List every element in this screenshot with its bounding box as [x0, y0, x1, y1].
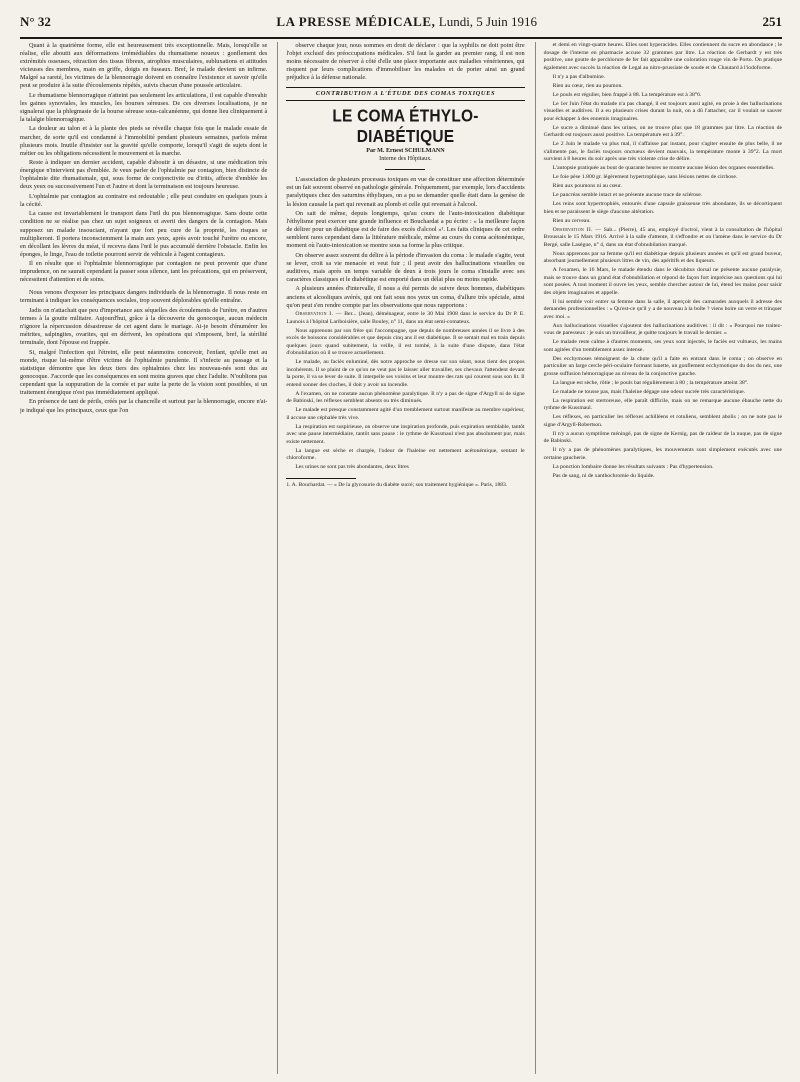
- paragraph: Rien au cœur, rien au poumon.: [552, 82, 623, 89]
- page-number: 251: [762, 14, 782, 29]
- column-left: [20, 42, 267, 1074]
- paragraph: Rien au cerveau.: [552, 217, 591, 224]
- paragraph: Les réflexes, en particulier les réflexes achilléens et rotuliens, semblent abolis ; on ne note pas le signe d'Argyll-Robertson.: [543, 414, 782, 428]
- section-heading: CONTRIBUTION A L'ÉTUDE DES COMAS TOXIQUES: [315, 90, 496, 98]
- paragraph: Nous venons d'exposer les principaux dangers individuels de la blennorragie. Il nous reste en terminant à indiquer les conséquences sociales, trop souvent déplorables qu'elle entraîne.: [20, 289, 268, 305]
- issue-date: Lundi, 5 Juin 1916: [438, 14, 537, 29]
- paragraph: Il en résulte que si l'ophtalmie blennorragique par contagion ne peut provenir que d'une imprudence, on ne saurait cependant la passer sous silence, tant les précautions, qui en préservent, nécessitent d'attention et de soins.: [20, 260, 268, 284]
- paragraph: On sait de même, depuis longtemps, qu'au cours de l'auto-intoxication diabétique l'éthylisme peut exercer une grande influence et Bouchardat a pu écrire : « la meilleure façon de délirer pour un diabétique est de faire des excès d'alcool »¹. Les faits cliniques de cet ordre semblent rares cependant dans la littérature médicale, même au cours du coma acétonémique, moment où l'auto-intoxication se montre sous sa forme la plus critique.: [286, 210, 525, 250]
- paragraph: La cause est invariablement le transport dans l'œil du pus blennorragique. Sans doute cette condition ne se réalise pas chez un sujet soigneux et averti des dangers de la contagion. Mais supposez un malade insouciant, n'ayant que fort peu cure de la propreté, les risques se multiplieront. Il portera inconsciemment la main aux yeux, après avoir touché l'urètre ou encore, en décollant les lèvres du méat, il recevra dans l'œil le pus accumulé derrière l'obstacle. Enfin les éponges, le linge, l'eau de toilette pourront servir de véhicule à l'agent contagieux.: [20, 210, 268, 258]
- paragraph: Jadis on n'attachait que peu d'importance aux séquelles des écoulements de l'urètre, en d'autres termes à la goutte militaire. Aujourd'hui, grâce à la découverte du gonocoque, aucun médecin n'ignore la répercussion désastreuse de cet agent dans le mariage. Ai-je besoin d'énumérer les métrites, salpingites, ovarites, qui en dérivent, les opérations qui s'imposent, bref, la stérilité terminale, dont l'épouse est frappée.: [20, 306, 268, 347]
- paragraph: Le 1er Juin l'état du malade n'a pas changé, il est toujours aussi agité, en proie à des hallucinations visuelles et auditives. Il a eu plusieurs crises durant la nuit, on a dû l'attacher, car il voulait se sauver pour échapper à des ennemis imaginaires.: [543, 100, 782, 122]
- paragraph: Le rhumatisme blennorragique n'atteint pas seulement les articulations, il est capable d'envahir les gaines synoviales, les muscles, les bourses séreuses. De ces diverses localisations, je ne signalerai que la phlegmasie de la bourse séreuse sous-calcanéenne, qui donne lieu cliniquement à la talalgie blennorragique.: [20, 91, 268, 123]
- paragraph: Les urines ne sont pas très abondantes, deux litres: [295, 464, 409, 471]
- issue-number: N° 32: [20, 14, 51, 29]
- paragraph: Le malade est presque constamment agité d'un tremblement surtout manifeste au membre supérieur, il accuse une céphalée très vive.: [286, 407, 525, 421]
- paragraph: Le sucre a diminué dans les urines, on ne trouve plus que 18 grammes par litre. La réaction de Gerhardt est toujours aussi positive. La température est à 39°.: [543, 124, 782, 138]
- paragraph: Reste à indiquer un dernier accident, capable d'aboutir à un désastre, si une médication très énergique n'intervient pas d'emblée. Je veux parler de l'ophtalmie par contagion, bien distincte de l'ophtalmie dite rhumatismale, qui, sous forme de conjonctivite ou d'iritis, affecte d'emblée les deux yeux ou successivement l'un et l'autre et dont la terminaison est toujours heureuse.: [20, 159, 268, 191]
- paragraph: Observation I. — Ber... (Jean), déménageur, entre le 30 Mai 1908 dans le service du Dr P. E. Launois à l'hôpital Lariboisière, salle Bouley, n° 11, dans un état semi-comateux.: [286, 311, 525, 325]
- paragraph: La ponction lombaire donne les résultats suivants : Pas d'hypertension.: [552, 463, 714, 470]
- column-middle: [277, 42, 524, 1074]
- paragraph: Des ecchymoses témoignent de la chute qu'il a faite en entrant dans le coma ; on observe en particulier un large cercle péri-oculaire formant lunette, un gonflement ecchymotique du dos du nez, une grosse suffusion hémorragique au niveau de la conjonctive gauche.: [543, 355, 782, 377]
- paragraph: Si, malgré l'infection qui l'étreint, elle peut néanmoins concevoir, l'enfant, qu'elle met au monde, risque lui-même d'être victime de l'ophtalmie purulente. Il s'infecte au passage et la statistique démontre que les deux tiers des ophtalmies chez les nouveau-nés sont dus au gonocoque. J'accorde que les conséquences en sont moins graves que chez l'adulte. N'oublions pas cependant que la suppuration de la cornée et par suite la perte de la vision sont possibles, si un traitement énergique n'est pas immédiatement appliqué.: [20, 348, 268, 396]
- paragraph: En présence de tant de périls, créés par la chancrelle et surtout par la blennorragie, encore n'ai-je indiqué que les principaux, ceux que l'on: [20, 398, 268, 414]
- column-right: [535, 42, 782, 1074]
- paragraph: Le malade ne tousse pas, mais l'haleine dégage une odeur sucrée très caractéristique.: [552, 388, 746, 395]
- masthead: [276, 14, 537, 30]
- paragraph: Il n'y a pas d'albumine.: [552, 73, 606, 80]
- paragraph: Il n'y a pas de phénomènes paralytiques, les mouvements sont simplement exécutés avec une certaine gaucherie.: [543, 447, 782, 461]
- paragraph: Le foie pèse 1.800 gr. légèrement hypertrophique, sans lésions nettes de cirrhose.: [552, 174, 738, 180]
- observation-1-continued: [544, 42, 782, 225]
- text-columns: [20, 42, 782, 1074]
- paragraph: La langue est sèche et chargée, l'odeur de l'haleine est nettement acétonémique, sentant le chloroforme.: [286, 447, 525, 462]
- paragraph: Le 2 Juin le malade va plus mal, il s'affaisse par instant, pour s'agiter ensuite de plus belle, il ne s'alimente pas, le faciès toujours onctueux devient mauvais, la température monte à 39°2. La mort survient à 8 heures du soir après une très violente crise de délire.: [543, 141, 782, 162]
- observation-label: Observation I. —: [295, 311, 345, 318]
- newspaper-page: [20, 14, 782, 1074]
- paragraph: L'autopsie pratiquée au bout de quarante heures ne montre aucune lésion des organes essentielles.: [552, 165, 775, 171]
- footnote: 1. A. Bouchardat. — « De la glycosurie du diabète sucré; son traitement hygiénique ». Paris, 1883.: [286, 481, 508, 488]
- article-author-role: Interne des Hôpitaux.: [379, 156, 432, 163]
- paragraph: et demi en vingt-quatre heures. Elles sont hyperacides. Elles contiennent du sucre en abondance ; le dosage de l'interne en pharmacie accuse 32 grammes par litre. La réaction de Gerhardt y est très positive, une goutte de perchlorure de fer fait apparaître une coloration rouge vin de Porto. On pratique également avec succès la réaction de Legal au nitro-prussiate de soude et de Chautard à l'iodoforme.: [543, 42, 782, 71]
- paragraph: observe chaque jour, nous sommes en droit de déclarer : que la syphilis ne doit point être l'objet exclusif des préoccupations médicales. S'il faut la garder au premier rang, il est non moins nécessaire de réserver à côté d'elle une place importante aux maladies vénériennes, qui risquent par leurs complications d'immobiliser les malades et de porter ainsi un grand préjudice à la défense nationale.: [286, 42, 525, 82]
- paragraph: Rien aux poumons ni au cœur.: [552, 183, 622, 189]
- article-body: [286, 176, 524, 309]
- paragraph: A plusieurs années d'intervalle, il nous a été permis de suivre deux hommes, diabétiques anciens et alcooliques avérés, qui ont fait sous nos yeux un coma, d'allure très spéciale, ainsi qu'on peut s'en rendre compte par les observations que nous rapportons :: [286, 285, 525, 309]
- paragraph: Il lui semble voir entrer sa femme dans la salle, il aperçoit des camarades auxquels il adresse des demandes professionnelles : « Qu'est-ce qu'il y a de nouveau à la boîte ? viens boire un verre et trinquer avec moi. »: [543, 298, 782, 320]
- paragraph: Aux hallucinations visuelles s'ajoutent des hallucinations auditives : il dit : « Pourquoi me traitez-vous de paresseux : je suis un travailleur, je quitte toujours le travail le dernier. »: [543, 322, 782, 336]
- paragraph: Nous apprenons par sa femme qu'il est diabétique depuis plusieurs années et qu'il est grand buveur, absorbant journellement plusieurs litres de vin, des apéritifs et des liqueurs.: [543, 250, 782, 264]
- paragraph: Il n'y a aucun symptôme méningé, pas de signe de Kernig, pas de raideur de la nuque, pas de signe de Babinski.: [543, 430, 782, 444]
- observation-1: [286, 311, 524, 472]
- paragraph: Les reins sont hypertrophiés, entourés d'une capsule graisseuse très abondante, ils se décortiquent bien et ne paraissent le siège d'aucune altération.: [543, 201, 782, 215]
- paragraph: La douleur au talon et à la plante des pieds se réveille chaque fois que le malade essaie de marcher, de sorte qu'il est condamné à l'immobilité pendant plusieurs semaines, parfois même plusieurs mois. Inutile d'insister sur la gravité qu'elle comporte, lorsqu'il s'agit de sujets dont le métier ou les obligations nécessitent le mouvement et la marche.: [20, 125, 268, 157]
- column-middle-lead: [286, 42, 524, 82]
- paragraph: A l'examen, on ne constate aucun phénomène paralytique. Il n'y a pas de signe d'Argyll ni de signe de Babinski, les réflexes semblent absents ou très diminués.: [286, 390, 525, 405]
- paragraph: La respiration est suspirieuse, on observe une inspiration profonde, puis expiration semblable, tantôt avec une pause intermédiaire, tantôt sans pause : le rythme de Kussmaul n'est pas absolument pur, mais existe nettement.: [286, 423, 525, 445]
- paragraph: Quant à la quatrième forme, elle est heureusement très exceptionnelle. Mais, lorsqu'elle se réalise, elle aboutit aux déformations irrémédiables du rhumatisme noueux : gonflement des extrémités osseuses, rétraction des tissus fibreux, atrophies musculaires, subluxations et attitudes vicieuses des membres, main en griffe, doigts en fuseaux. Bref, le malade devient un infirme. Malgré sa rareté, les victimes de la blennorragie doivent en connaître l'existence et savoir qu'elle peut se produire à la suite d'écoulements répétés, suivis chacun d'une poussée articulaire.: [20, 42, 268, 90]
- paragraph: Le malade, au faciès enluminé, dès notre approche se dresse sur son séant, nous tient des propos incohérents. Il se plaint de ce qu'on ne veut pas le laisser aller travailler, ses chevaux l'attendent devant la porte, il va se lever de suite. Il interpelle ses voisins et leur montre des rats qui courent sous son lit. Il entend sonner des cloches, il doit y avoir un incendie.: [286, 359, 525, 388]
- footnote-rule: [286, 478, 356, 479]
- divider: [385, 169, 425, 170]
- section-rule: [286, 100, 524, 101]
- paragraph: A l'examen, le 16 Mars, le malade étendu dans le décubitus dorsal ne présente aucune paralysie, mais se trouve dans un grand état d'obnubilation et répond de façon fort imprécise aux questions qui lui sont posées. A tout moment il ouvre les yeux, semble chercher autour de lui, étend les mains pour saisir des objets imaginaires et appelle.: [543, 267, 782, 296]
- paragraph: Nous apprenons par son frère qui l'accompagne, que depuis de nombreuses années il se livre à des excès de boissons considérables et que depuis cinq ans il est diabétique. Il se sentait mal en train depuis quelques jours quand subitement, la veille, il est tombé, à la suite d'une dispute, dans l'état d'obnubilation où il se trouve actuellement.: [286, 327, 525, 357]
- paragraph: On observe assez souvent du délire à la période d'invasion du coma : le malade s'agite, veut se lever, croit sa vie menacée et veut fuir ; il peut avoir des hallucinations visuelles ou auditives, mais après un temps variable de deux à trois jours le coma s'installe avec ses caractères classiques et le diabétique est emporté dans un délai plus ou moins rapide.: [286, 251, 525, 283]
- section-rule: [286, 87, 524, 88]
- paragraph: L'ophtalmie par contagion au contraire est redoutable ; elle peut conduire en quelques jours à la cécité.: [20, 192, 268, 208]
- paragraph: L'association de plusieurs processus toxiques en vue de constituer une affection déterminée est un fait souvent observé en pathologie générale. Fréquemment, par exemple, lors d'accidents paralytiques chez des saturnins éthyliques, on a pu se demander quelle était dans la genèse de la lésion causale la part qui revenait au plomb et celle qui revenait à l'alcool.: [286, 176, 525, 208]
- journal-name: LA PRESSE MÉDICALE,: [276, 14, 436, 29]
- paragraph: Le malade reste calme à d'autres moments, ses yeux sont injectés, le faciès est vultueux, les mains sont agitées d'un tremblement assez intense.: [543, 339, 782, 353]
- paragraph: Pas de sang, ni de xanthochromie du liquide.: [552, 472, 655, 479]
- article-author: Par M. Ernest SCHULMANN: [366, 148, 445, 155]
- paragraph: Observation II. — Sab... (Pierre), 45 ans, employé d'octroi, vient à la consultation de l'hôpital Broussais le 15 Mars 1916. Arrivé à la salle d'attente, il s'effondre et on l'amène dans le service du Dr Bergé, salle Lasègue, n° 4, dans un état d'obnubilation marqué.: [543, 226, 782, 248]
- observation-2: [544, 227, 782, 481]
- paragraph: Le pouls est régulier, bien frappé à 88. La température est à 38°6.: [552, 91, 702, 98]
- page-header: [20, 14, 782, 39]
- paragraph: La langue est sèche, rôtie ; le pouls bat régulièrement à 80 ; la température atteint 38°.: [552, 379, 749, 386]
- observation-label: Observation II. —: [552, 226, 604, 233]
- paragraph: Le pancréas semble intact et ne présente aucune trace de sclérose.: [552, 192, 703, 198]
- paragraph: La respiration est stertoreuse, elle paraît difficile, mais on ne remarque aucune ébauche nette du rythme de Kussmaul.: [543, 397, 782, 411]
- article-title: LE COMA ÉTHYLO-DIABÉTIQUE: [332, 106, 479, 147]
